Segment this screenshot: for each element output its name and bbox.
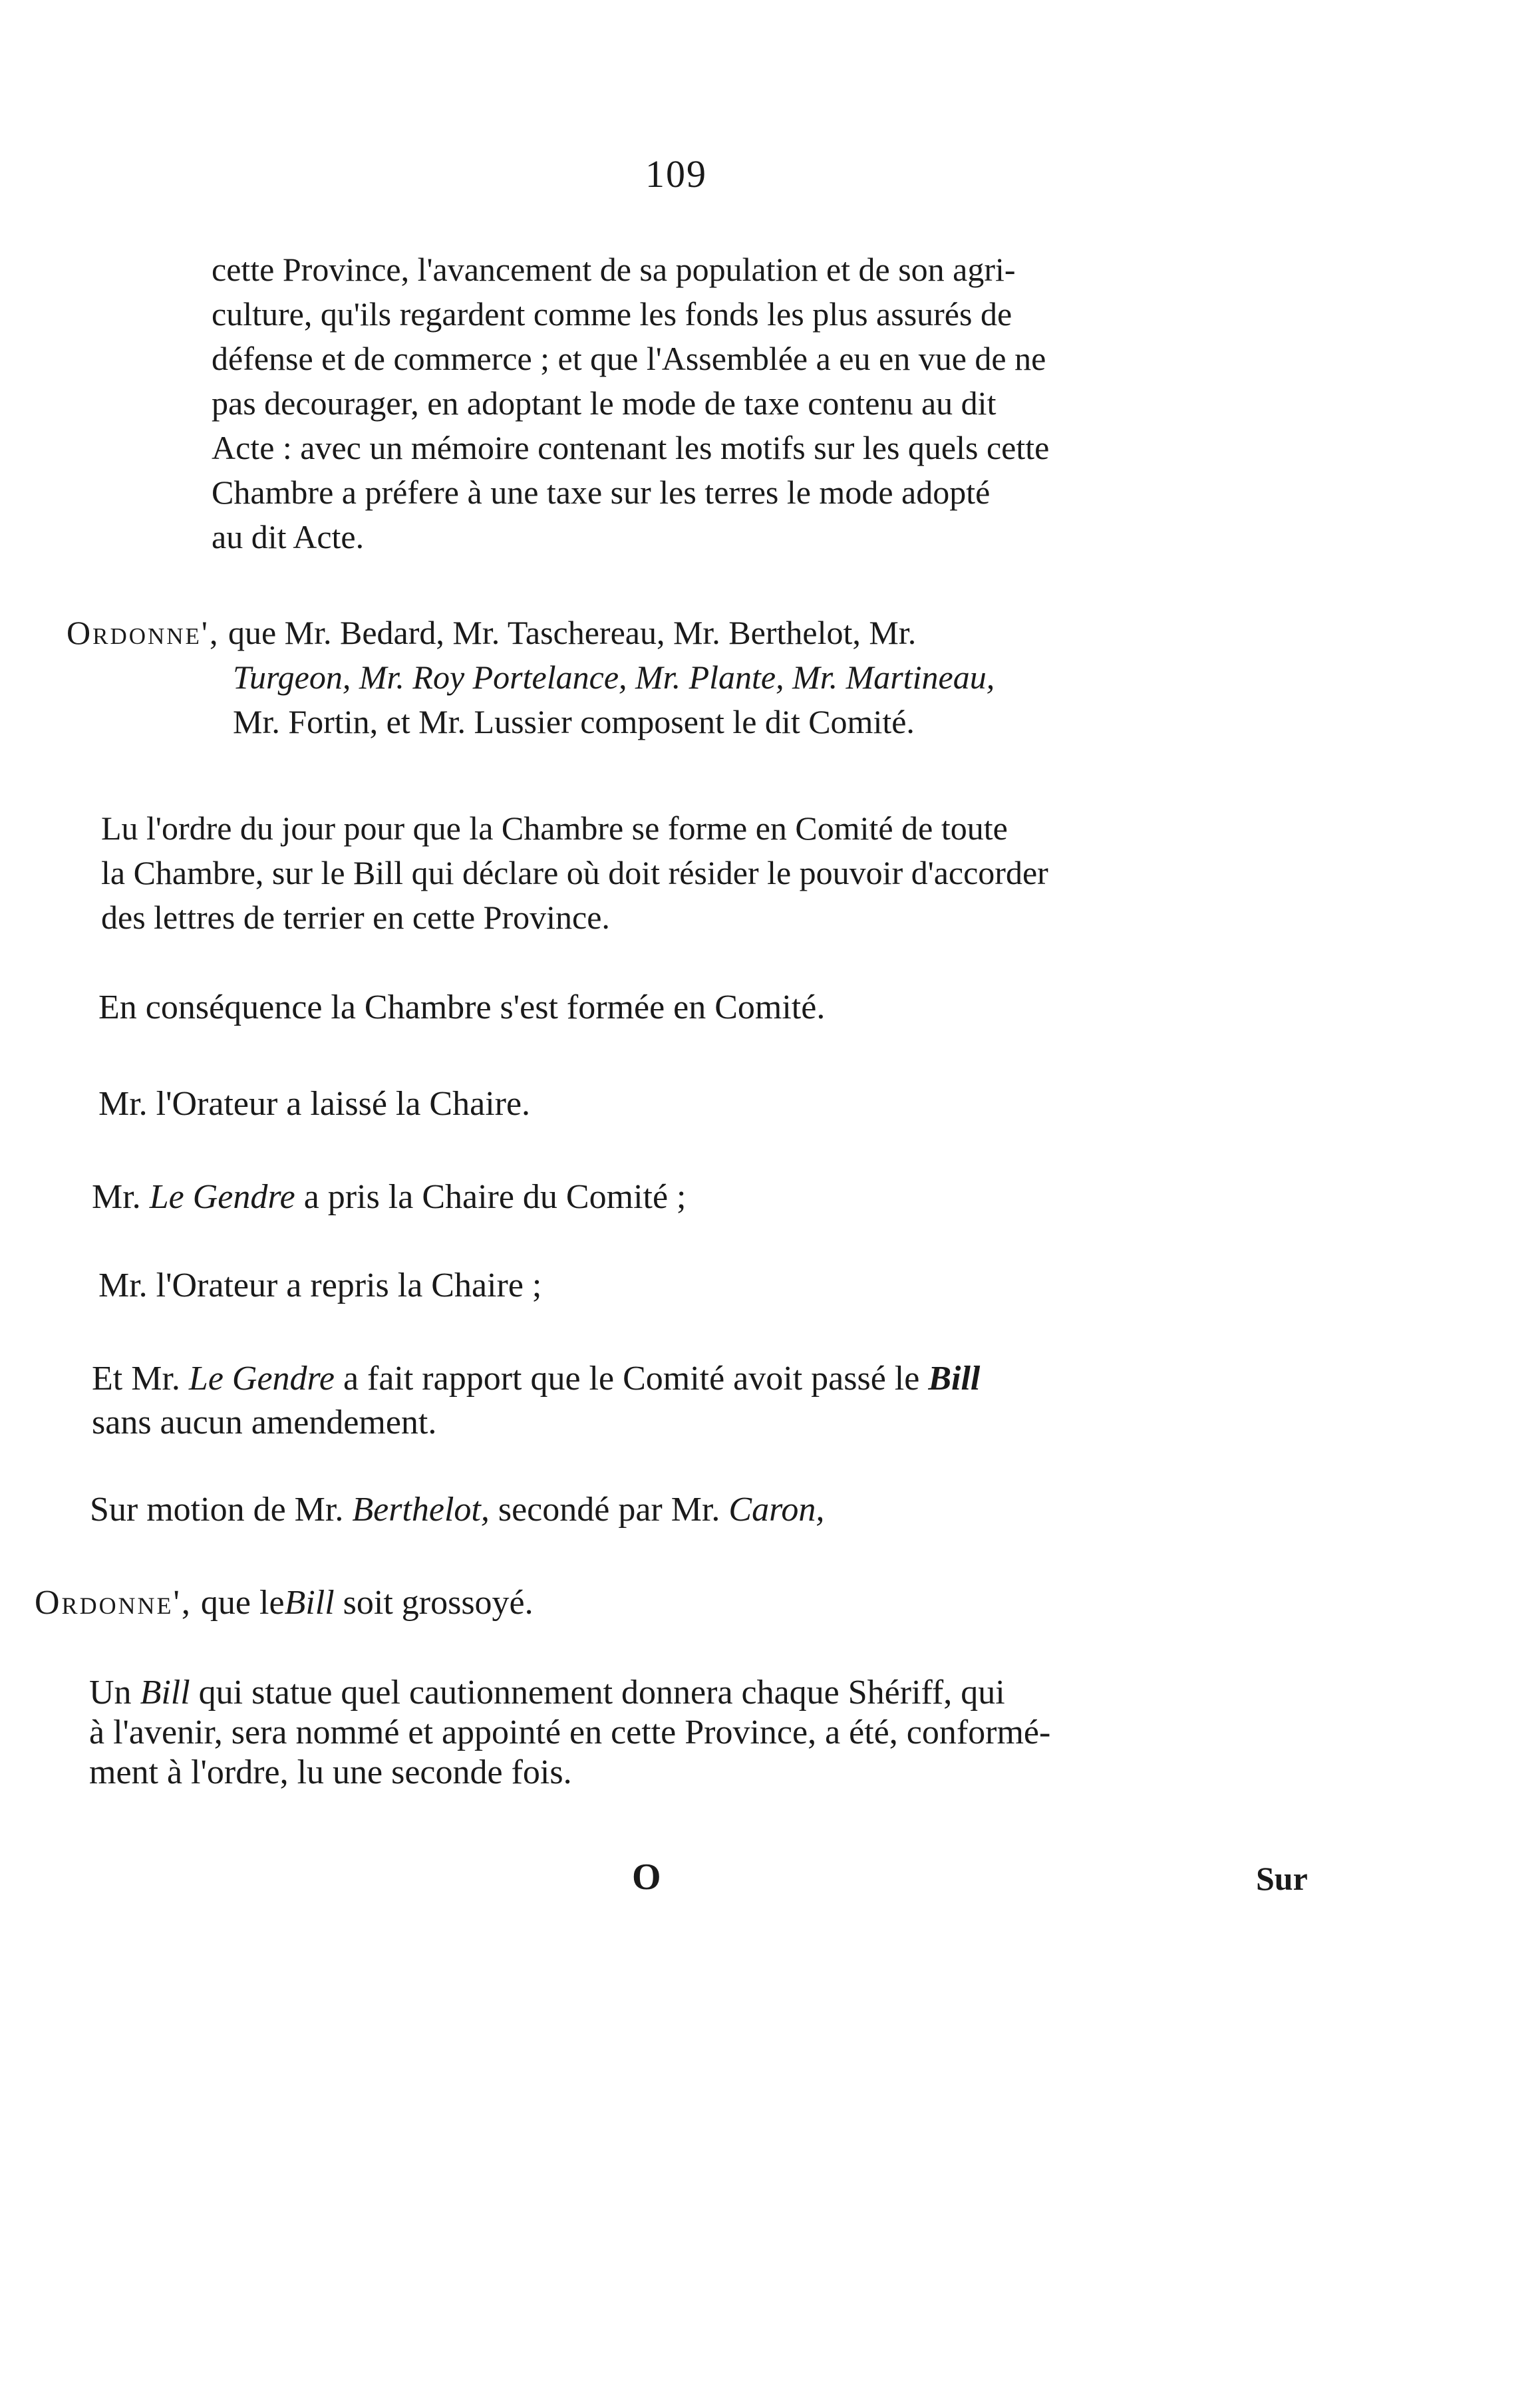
member-name: Le Gendre: [188, 1360, 335, 1398]
text-line: ment à l'ordre, lu une seconde fois.: [89, 1753, 572, 1791]
ordonne-label: Ordonne',: [35, 1584, 192, 1622]
text-line: au dit Acte.: [212, 518, 365, 555]
consequence-paragraph: En conséquence la Chambre s'est formée en Comité.: [98, 988, 826, 1026]
sheriff-bill-paragraph: [89, 1673, 1050, 1793]
text-line: culture, qu'ils regardent comme les fonds les plus assurés de: [212, 295, 1012, 333]
committee-names-line-2: Turgeon, Mr. Roy Portelance, Mr. Plante, Mr. Martineau,: [233, 659, 995, 696]
text-line: défense et de commerce ; et que l'Assemblée a eu en vue de ne: [212, 340, 1046, 377]
member-name: Berthelot,: [352, 1491, 490, 1529]
page-number: 109: [645, 152, 707, 196]
catchword: Sur: [1256, 1860, 1308, 1897]
member-name: Le Gendre: [149, 1178, 295, 1216]
text-line: Et Mr. Le Gendre a fait rapport que le Comité avoit passé le Bill: [92, 1360, 981, 1398]
text-line: Lu l'ordre du jour pour que la Chambre se forme en Comité de toute: [101, 810, 1008, 847]
order-of-day-paragraph: [101, 806, 1318, 940]
committee-names-line-1: que Mr. Bedard, Mr. Taschereau, Mr. Berthelot, Mr.: [228, 614, 917, 651]
ordonne-label: Ordonne',: [67, 614, 220, 651]
bill-word: Bill: [928, 1360, 981, 1398]
gendre-took-chair: Mr. Le Gendre a pris la Chaire du Comité ;: [92, 1178, 687, 1216]
continued-paragraph: [212, 247, 1329, 559]
bill-word: Bill: [140, 1674, 190, 1712]
committee-order-paragraph: [67, 611, 995, 744]
text-line: des lettres de terrier en cette Province.: [101, 899, 610, 936]
motion-paragraph: Sur motion de Mr. Berthelot, secondé par Mr. Caron,: [90, 1491, 825, 1529]
text-line: Chambre a préfere à une taxe sur les terres le mode adopté: [212, 474, 991, 511]
text-line: Acte : avec un mémoire contenant les motifs sur les quels cette: [212, 429, 1050, 466]
text-line: Un Bill qui statue quel cautionnement donnera chaque Shériff, qui: [89, 1674, 1005, 1712]
text-line: [67, 611, 995, 655]
signature-mark: O: [632, 1857, 661, 1898]
committee-report-paragraph: [92, 1357, 980, 1445]
speaker-left-chair: Mr. l'Orateur a laissé la Chaire.: [98, 1085, 531, 1123]
speaker-resumed-chair: Mr. l'Orateur a repris la Chaire ;: [98, 1266, 542, 1304]
member-name: Caron,: [728, 1491, 825, 1529]
committee-names-line-3: Mr. Fortin, et Mr. Lussier composent le dit Comité.: [233, 703, 915, 740]
text-line: à l'avenir, sera nommé et appointé en cette Province, a été, conformé-: [89, 1713, 1051, 1751]
engrossed-order-paragraph: Ordonne', que leBill soit grossoyé.: [35, 1584, 534, 1622]
text-line: la Chambre, sur le Bill qui déclare où doit résider le pouvoir d'accorder: [101, 854, 1048, 891]
text-line: pas decourager, en adoptant le mode de taxe contenu au dit: [212, 384, 997, 422]
text-line: cette Province, l'avancement de sa population et de son agri-: [212, 251, 1016, 288]
text-line: sans aucun amendement.: [92, 1404, 437, 1441]
bill-word: Bill: [284, 1584, 335, 1622]
